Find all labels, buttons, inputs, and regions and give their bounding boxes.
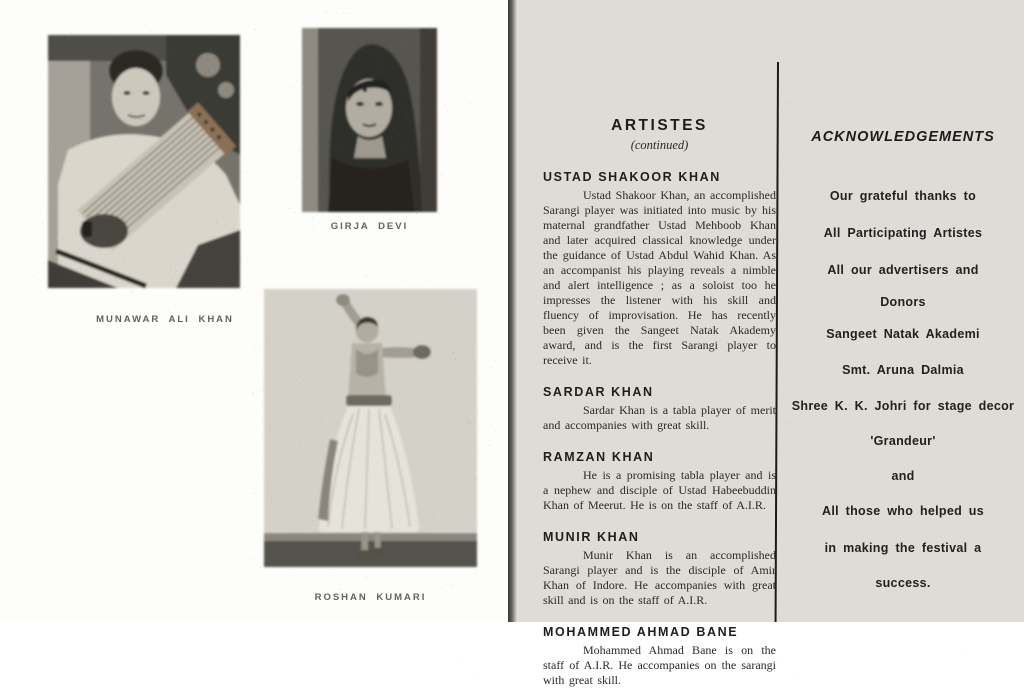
ack-line: Sangeet Natak Akademi [826,327,980,341]
section-ustad-shakoor-khan [543,170,776,368]
scanned-program-page [508,0,1024,687]
ack-line: 'Grandeur' [870,434,936,448]
ack-line: Our grateful thanks to [829,189,977,203]
section-sardar-khan [543,385,776,433]
caption-munawar-ali-khan: MUNAWAR ALI KHAN [96,314,234,325]
caption-girja-devi: GIRJA DEVI [330,221,409,232]
section-munir-khan [543,530,776,608]
ack-line: All those who helped us [822,504,984,518]
section-body: Munir Khan is an accomplished Sarangi player and is the disciple of Amir Khan of Indore. He accompanies with great skill and is on the staff of A.I.R. [543,548,776,607]
section-heading: MUNIR KHAN [543,530,640,544]
artistes-title: ARTISTES [611,117,708,134]
ack-line: Smt. Aruna Dalmia [842,363,964,377]
page-binding-edge [508,0,517,622]
ack-line: in making the festival a [824,541,982,555]
ack-line: Donors [880,295,926,309]
acknowledgements-title: ACKNOWLEDGEMENTS [811,129,995,146]
section-body: Mohammed Ahmad Bane is on the staff of A.I.R. He accompanies on the sarangi with great skill. [543,643,776,687]
section-heading: MOHAMMED AHMAD BANE [543,625,739,639]
photo-girja-devi [302,28,437,212]
photo-roshan-kumari [264,289,477,567]
section-ramzan-khan [543,450,776,513]
section-body: Ustad Shakoor Khan, an accomplished Sarangi player was initiated into music by his maternal grandfather Ustad Mehboob Khan and later acquired classical knowledge under the guidance of Ustad Abdul Wahid Khan. As an accompanist his playing reveals a nimble and alert intelligence ; as a soloist too he impresses the listener with his skill and fluency of improvisation. He has recently been given the Sangeet Natak Akademy award, and is the first Sarangi player to receive it. [543,188,776,367]
girja-devi-image [302,28,437,212]
section-heading: RAMZAN KHAN [543,450,655,464]
section-mohammed-ahmad-bane [543,625,776,688]
caption-roshan-kumari: ROSHAN KUMARI [314,592,427,603]
ack-line: success. [875,576,931,590]
ack-line: All Participating Artistes [823,226,983,240]
munawar-ali-khan-image [48,35,240,288]
artistes-column [543,0,776,688]
section-body: He is a promising tabla player and is a nephew and disciple of Ustad Habeebuddin Khan of Meerut. He is on the staff of A.I.R. [543,468,776,512]
section-body: Sardar Khan is a tabla player of merit and accompanies with great skill. [543,403,776,432]
section-heading: USTAD SHAKOOR KHAN [543,170,721,184]
photo-munawar-ali-khan [48,35,240,288]
ack-line: All our advertisers and [827,263,979,277]
ack-line: Shree K. K. Johri for stage decor [791,399,1015,413]
ack-line: and [891,469,915,483]
roshan-kumari-image [264,289,477,567]
section-heading: SARDAR KHAN [543,385,654,399]
artistes-subtitle: (continued) [630,138,689,152]
